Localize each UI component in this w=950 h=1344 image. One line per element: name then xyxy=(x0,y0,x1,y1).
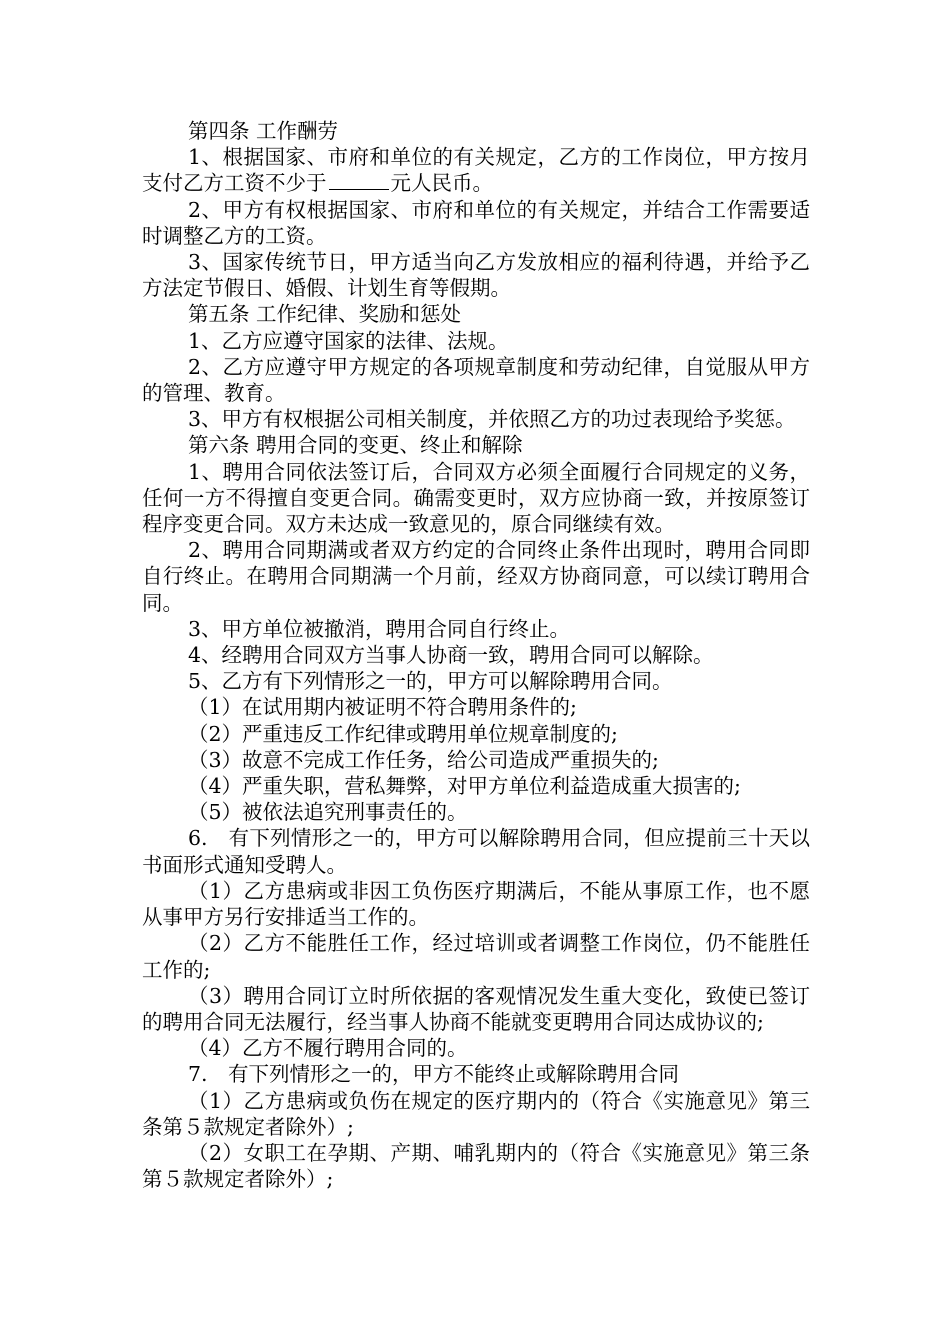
item-5-sub-3: （3）故意不完成工作任务，给公司造成严重损失的; xyxy=(188,747,659,772)
item-6-sub-4: （4）乙方不履行聘用合同的。 xyxy=(188,1036,468,1061)
article-5-item-2: 2、乙方应遵守甲方规定的各项规章制度和劳动纪律，自觉服从甲方的管理、教育。 xyxy=(142,354,810,406)
article-6-item-7: 7. 有下列情形之一的，甲方不能终止或解除聘用合同 xyxy=(188,1062,680,1087)
article-6-title: 第六条 聘用合同的变更、终止和解除 xyxy=(188,433,523,458)
article-4-item-1-text: 1、根据国家、市府和单位的有关规定，乙方的工作岗位，甲方按月支付乙方工资不少于 xyxy=(142,145,810,196)
article-6-item-3: 3、甲方单位被撤消，聘用合同自行终止。 xyxy=(188,616,571,641)
item-7-sub-2: （2）女职工在孕期、产期、哺乳期内的（符合《实施意见》第三条第５款规定者除外）; xyxy=(142,1140,810,1192)
item-6-sub-3: （3）聘用合同订立时所依据的客观情况发生重大变化，致使已签订的聘用合同无法履行，经当事人协商不能就变更聘用合同达成协议的; xyxy=(142,983,810,1034)
article-6-item-5: 5、乙方有下列情形之一的，甲方可以解除聘用合同。 xyxy=(188,669,673,694)
article-6-item-1: 1、聘用合同依法签订后，合同双方必须全面履行合同规定的义务，任何一方不得擅自变更合同。确需变更时，双方应协商一致，并按原签订程序变更合同。双方未达成一致意见的，原合同继续有效。 xyxy=(142,459,810,537)
article-6-item-2: 2、聘用合同期满或者双方约定的合同终止条件出现时，聘用合同即自行终止。在聘用合同期满一个月前，经双方协商同意，可以续订聘用合同。 xyxy=(142,538,810,615)
article-5-title: 第五条 工作纪律、奖励和惩处 xyxy=(188,302,462,327)
item-5-sub-1: （1）在试用期内被证明不符合聘用条件的; xyxy=(188,695,577,720)
article-4-item-3: 3、国家传统节日，甲方适当向乙方发放相应的福利待遇，并给予乙方法定节假日、婚假、计划生育等假期。 xyxy=(142,250,810,301)
article-6-item-6: 6. 有下列情形之一的，甲方可以解除聘用合同，但应提前三十天以书面形式通知受聘人。 xyxy=(142,826,810,877)
article-5-item-1: 1、乙方应遵守国家的法律、法规。 xyxy=(188,328,509,353)
article-5-item-3: 3、甲方有权根据公司相关制度，并依照乙方的功过表现给予奖惩。 xyxy=(188,407,796,432)
item-6-sub-1: （1）乙方患病或非因工负伤医疗期满后，不能从事原工作，也不愿从事甲方另行安排适当工作的。 xyxy=(142,878,810,930)
item-5-sub-5: （5）被依法追究刑事责任的。 xyxy=(188,800,468,825)
article-4-item-1 xyxy=(142,144,810,196)
contract-body xyxy=(142,118,810,1192)
item-6-sub-2: （2）乙方不能胜任工作，经过培训或者调整工作岗位，仍不能胜任工作的; xyxy=(142,931,810,982)
article-4-title: 第四条 工作酬劳 xyxy=(188,119,339,143)
item-5-sub-4: （4）严重失职，营私舞弊，对甲方单位利益造成重大损害的; xyxy=(188,774,741,799)
item-5-sub-2: （2）严重违反工作纪律或聘用单位规章制度的; xyxy=(188,721,618,746)
article-6-item-4: 4、经聘用合同双方当事人协商一致，聘用合同可以解除。 xyxy=(188,643,714,668)
article-4-item-2: 2、甲方有权根据国家、市府和单位的有关规定，并结合工作需要适时调整乙方的工资。 xyxy=(142,197,810,248)
salary-blank xyxy=(329,171,389,190)
article-4-item-1-suffix: 元人民币。 xyxy=(390,171,493,196)
item-7-sub-1: （1）乙方患病或负伤在规定的医疗期内的（符合《实施意见》第三条第５款规定者除外）; xyxy=(142,1088,810,1139)
